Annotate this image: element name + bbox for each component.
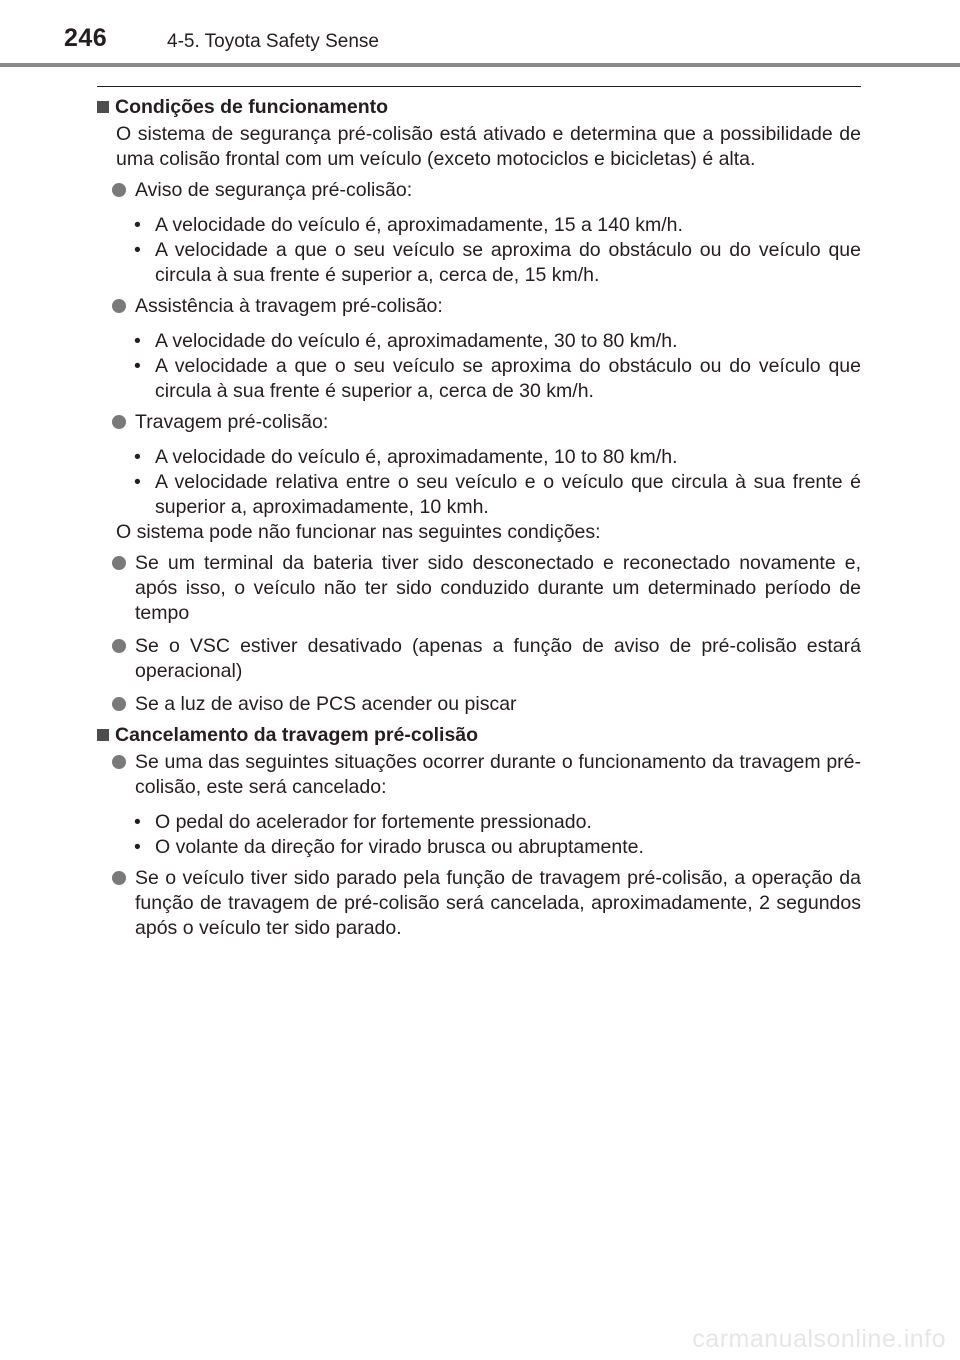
page-number: 246 xyxy=(64,24,108,52)
list-item-text: Se a luz de aviso de PCS acender ou piscar xyxy=(135,693,517,715)
conditions-intro: O sistema pode não funcionar nas seguintes condições: xyxy=(116,521,601,543)
circle-bullet-icon xyxy=(112,871,126,885)
bullet-text: A velocidade a que o seu veículo se aproxima do obstáculo ou do veículo que circula à sua frente é superior a, cerca de, 15 km/h. xyxy=(155,239,861,286)
bullet-item xyxy=(134,810,861,835)
list-item xyxy=(135,410,861,435)
dot-bullet-icon: • xyxy=(134,446,141,468)
list-item-text: Se um terminal da bateria tiver sido desconectado e reconectado novamente e, após isso, o veículo não ter sido conduzido durante um determinado período de tempo xyxy=(135,552,861,624)
bullet-item xyxy=(134,238,861,288)
list-item xyxy=(135,178,861,203)
bullet-item xyxy=(134,213,861,238)
content-divider xyxy=(97,86,861,87)
bullet-text: A velocidade do veículo é, aproximadamente, 30 to 80 km/h. xyxy=(155,330,678,352)
square-bullet-icon xyxy=(97,729,109,741)
section-title: 4-5. Toyota Safety Sense xyxy=(167,31,379,52)
page-content xyxy=(97,95,861,947)
list-item-text: Se uma das seguintes situações ocorrer durante o funcionamento da travagem pré-colisão, este será cancelado: xyxy=(135,751,861,798)
watermark: carmanualsonline.info xyxy=(692,1325,946,1353)
list-item xyxy=(135,294,861,319)
bullet-item xyxy=(134,445,861,470)
circle-bullet-icon xyxy=(112,697,126,711)
dot-bullet-icon: • xyxy=(134,355,141,377)
list-item xyxy=(135,692,861,717)
bullet-item xyxy=(134,329,861,354)
list-item xyxy=(135,866,861,941)
dot-bullet-icon: • xyxy=(134,836,141,858)
bullet-list xyxy=(97,806,861,864)
list-item-label: Travagem pré-colisão: xyxy=(135,411,329,433)
list-item-text: Se o veículo tiver sido parado pela função de travagem pré-colisão, a operação da função de travagem de pré-colisão será cancelada, aproximadamente, 2 segundos após o veículo ter sido parado. xyxy=(135,867,861,939)
bullet-item xyxy=(134,835,861,860)
header-divider xyxy=(0,63,960,67)
list-item xyxy=(135,750,861,800)
list-item-label: Aviso de segurança pré-colisão: xyxy=(135,179,413,201)
dot-bullet-icon: • xyxy=(134,811,141,833)
circle-bullet-icon xyxy=(112,183,126,197)
list-item-text: Se o VSC estiver desativado (apenas a função de aviso de pré-colisão estará operacional) xyxy=(135,635,861,682)
list-item xyxy=(135,551,861,626)
section-heading xyxy=(97,723,861,748)
page-header xyxy=(0,0,960,68)
circle-bullet-icon xyxy=(112,639,126,653)
bullet-text: A velocidade relativa entre o seu veículo e o veículo que circula à sua frente é superior a, aproximadamente, 10 kmh. xyxy=(155,471,861,518)
dot-bullet-icon: • xyxy=(134,239,141,261)
intro-paragraph: O sistema de segurança pré-colisão está ativado e determina que a possibilidade de uma colisão frontal com um veículo (exceto motociclos e bicicletas) é alta. xyxy=(116,123,861,170)
bullet-list xyxy=(97,209,861,292)
list-item-label: Assistência à travagem pré-colisão: xyxy=(135,295,443,317)
bullet-list xyxy=(97,325,861,408)
dot-bullet-icon: • xyxy=(134,471,141,493)
bullet-text: A velocidade do veículo é, aproximadamente, 10 to 80 km/h. xyxy=(155,446,678,468)
section-heading xyxy=(97,95,861,120)
bullet-item xyxy=(134,354,861,404)
circle-bullet-icon xyxy=(112,415,126,429)
circle-bullet-icon xyxy=(112,556,126,570)
bullet-text: A velocidade do veículo é, aproximadamente, 15 a 140 km/h. xyxy=(155,214,683,236)
dot-bullet-icon: • xyxy=(134,214,141,236)
square-bullet-icon xyxy=(97,101,109,113)
list-item xyxy=(135,634,861,684)
circle-bullet-icon xyxy=(112,755,126,769)
bullet-text: O volante da direção for virado brusca ou abruptamente. xyxy=(155,836,644,858)
bullet-list xyxy=(97,441,861,520)
circle-bullet-icon xyxy=(112,299,126,313)
section-heading-text: Cancelamento da travagem pré-colisão xyxy=(115,724,479,746)
dot-bullet-icon: • xyxy=(134,330,141,352)
bullet-item xyxy=(134,470,861,520)
bullet-text: O pedal do acelerador for fortemente pressionado. xyxy=(155,811,592,833)
bullet-text: A velocidade a que o seu veículo se aproxima do obstáculo ou do veículo que circula à sua frente é superior a, cerca de 30 km/h. xyxy=(155,355,861,402)
section-heading-text: Condições de funcionamento xyxy=(115,96,389,118)
